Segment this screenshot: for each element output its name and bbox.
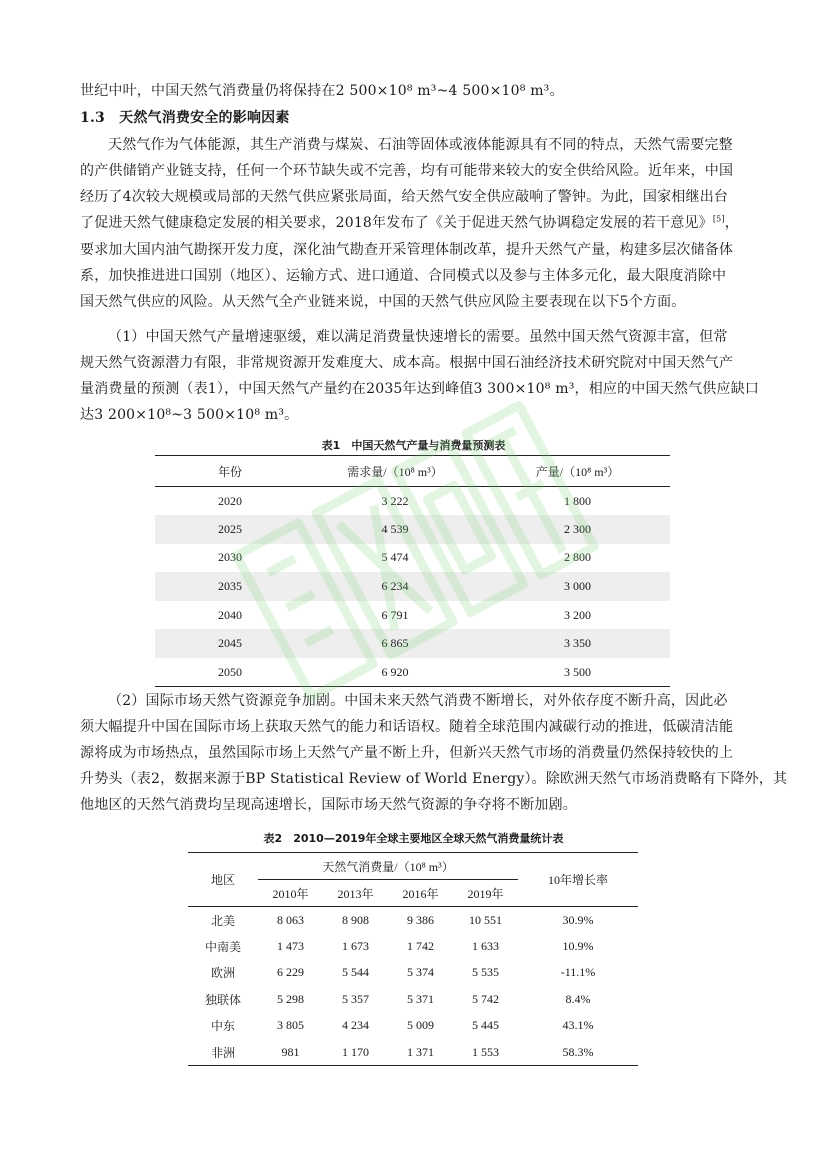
paragraph-line: 要求加大国内油气勘探开发力度，深化油气勘查开采管理体制改革，提升天然气产量，构建多层次储备体: [80, 242, 734, 258]
table-cell: 1 371: [407, 1044, 434, 1059]
table-cell: 10 551: [469, 912, 502, 927]
table-row: [155, 601, 670, 630]
table-cell: 6 229: [277, 965, 304, 980]
table-row: [155, 515, 670, 544]
table-cell: 中东: [210, 1019, 235, 1034]
table-cell: 6 234: [381, 579, 409, 594]
table-cell: 5 371: [407, 991, 434, 1006]
table-row: [155, 572, 670, 601]
table-row: [155, 629, 670, 658]
column-header: 需求量/（10⁸ m³）: [305, 456, 485, 487]
table-cell: 3 200: [564, 607, 591, 622]
column-header-year: 2010年: [258, 880, 323, 907]
table-cell: 2 800: [564, 550, 591, 565]
table2: [188, 852, 638, 1066]
table-cell: 独联体: [204, 992, 241, 1007]
line-text: ，: [724, 215, 739, 231]
paragraph-line: 他地区的天然气消费均呈现高速增长，国际市场天然气资源的争夺将不断加剧。: [80, 797, 577, 813]
table-cell: 1 633: [472, 938, 499, 953]
paragraph-line: 世纪中叶，中国天然气消费量仍将保持在2 500×10⁸ m³~4 500×10⁸ m³。: [80, 83, 564, 99]
table-cell: 981: [281, 1044, 300, 1059]
table-cell: 5 374: [407, 965, 434, 980]
table-cell: 5 009: [407, 1018, 434, 1033]
table-cell: -11.1%: [560, 965, 596, 980]
table-cell: 4 234: [342, 1018, 369, 1033]
section-heading: 1.3 天然气消费安全的影响因素: [80, 110, 290, 126]
paragraph-line: 规天然气资源潜力有限，非常规资源开发难度大、成本高。根据中国石油经济技术研究院对中国天然气产: [80, 355, 734, 371]
table-cell: 6 865: [381, 636, 409, 651]
paragraph-line: 国天然气供应的风险。从天然气全产业链来说，中国的天然气供应风险主要表现在以下5个方面。: [80, 294, 686, 310]
table-cell: 2020: [218, 493, 242, 508]
table-cell: 43.1%: [562, 1018, 594, 1033]
line-text: 了促进天然气健康稳定发展的相关要求，2018年发布了《关于促进天然气协调稳定发展的若干意见》: [80, 215, 713, 231]
table-cell: 1 800: [564, 493, 591, 508]
citation-ref[interactable]: [5]: [712, 214, 725, 224]
table-cell: 3 350: [564, 636, 591, 651]
paragraph-line: 系，加快推进进口国别（地区）、运输方式、进口通道、合同模式以及参与主体多元化，最大限度消除中: [80, 268, 727, 284]
table-cell: 1 553: [472, 1044, 499, 1059]
table-row: [155, 658, 670, 687]
table-cell: 8.4%: [565, 991, 591, 1006]
column-header-region: 地区: [188, 853, 258, 907]
table-cell: 欧洲: [210, 966, 235, 981]
paragraph-line: 源将成为市场热点，虽然国际市场上天然气产量不断上升，但新兴天然气市场的消费量仍然保持较快的上: [80, 745, 734, 761]
table-row: [188, 907, 638, 934]
table-cell: 6 920: [381, 664, 409, 679]
table-cell: 5 544: [342, 965, 369, 980]
table-row: [188, 986, 638, 1013]
table-cell: 3 805: [277, 1018, 304, 1033]
paragraph-line: （2）国际市场天然气资源竞争加剧。中国未来天然气消费不断增长，对外依存度不断升高，因此必: [108, 693, 728, 709]
table2-caption: 表2 2010—2019年全球主要地区全球天然气消费量统计表: [263, 832, 564, 845]
column-header: 年份: [155, 456, 305, 487]
table-cell: 1 742: [407, 938, 434, 953]
table-cell: 4 539: [381, 521, 409, 536]
table-cell: 8 063: [277, 912, 304, 927]
table-cell: 2040: [218, 607, 242, 622]
paragraph-line: 的产供储销产业链支持，任何一个环节缺失或不完善，均有可能带来较大的安全供给风险。近年来，中国: [80, 163, 734, 179]
table-cell: 1 673: [342, 938, 369, 953]
column-header-year: 2013年: [323, 880, 388, 907]
paragraph-line: [80, 210, 750, 236]
table-cell: 中南美: [204, 939, 241, 954]
table-cell: 5 298: [277, 991, 304, 1006]
table-cell: 1 170: [342, 1044, 369, 1059]
paragraph-line: 须大幅提升中国在国际市场上获取天然气的能力和话语权。随着全球范围内减碳行动的推进，低碳清洁能: [80, 719, 734, 735]
paragraph-line: （1）中国天然气产量增速驱缓，难以满足消费量快速增长的需要。虽然中国天然气资源丰富，但常: [108, 329, 728, 345]
table-row: [188, 1039, 638, 1066]
table-cell: 5 535: [472, 965, 499, 980]
table-cell: 2 300: [564, 521, 591, 536]
table-cell: 3 222: [381, 493, 409, 508]
table-cell: 9 386: [407, 912, 434, 927]
table-cell: 10.9%: [562, 938, 594, 953]
paragraph-line: 升势头（表2，数据来源于BP Statistical Review of World Energy）。除欧洲天然气市场消费略有下降外，其: [80, 771, 788, 787]
table-cell: 5 742: [472, 991, 499, 1006]
table-row: [155, 487, 670, 516]
table-cell: 58.3%: [562, 1044, 594, 1059]
column-group-header: 天然气消费量/（10⁸ m³）: [258, 853, 518, 880]
table-cell: 5 357: [342, 991, 369, 1006]
table-cell: 非洲: [210, 1045, 235, 1060]
column-header: 产量/（10⁸ m³）: [485, 456, 670, 487]
table-cell: 6 791: [381, 607, 409, 622]
paragraph-line: 量消费量的预测（表1），中国天然气产量约在2035年达到峰值3 300×10⁸ m³，相应的中国天然气供应缺口: [80, 381, 760, 397]
column-header-year: 2016年: [388, 880, 453, 907]
table-cell: 2030: [218, 550, 242, 565]
paragraph-line: 经历了4次较大规模或局部的天然气供应紧张局面，给天然气安全供应敲响了警钟。为此，国家相继出台: [80, 189, 729, 205]
paragraph-line: 天然气作为气体能源，其生产消费与煤炭、石油等固体或液体能源具有不同的特点，天然气需要完整: [108, 137, 733, 153]
table-row: [155, 544, 670, 573]
table-cell: 2035: [218, 579, 242, 594]
table-row: [188, 1013, 638, 1040]
table-cell: 8 908: [342, 912, 369, 927]
table-cell: 1 473: [277, 938, 304, 953]
table-row: [188, 960, 638, 987]
table-cell: 3 000: [564, 579, 591, 594]
table-cell: 北美: [210, 913, 235, 928]
column-header-growth: 10年增长率: [518, 853, 638, 907]
table-cell: 5 474: [381, 550, 409, 565]
table1-caption: 表1 中国天然气产量与消费量预测表: [321, 439, 506, 452]
table1: [155, 455, 670, 687]
column-header-year: 2019年: [453, 880, 518, 907]
table-cell: 2045: [218, 636, 242, 651]
table-cell: 5 445: [472, 1018, 499, 1033]
table-cell: 3 500: [564, 664, 591, 679]
paragraph-line: 达3 200×10⁸~3 500×10⁸ m³。: [80, 407, 299, 423]
table-cell: 30.9%: [562, 912, 594, 927]
table-cell: 2025: [218, 521, 242, 536]
table-row: [188, 933, 638, 960]
table-cell: 2050: [218, 664, 242, 679]
